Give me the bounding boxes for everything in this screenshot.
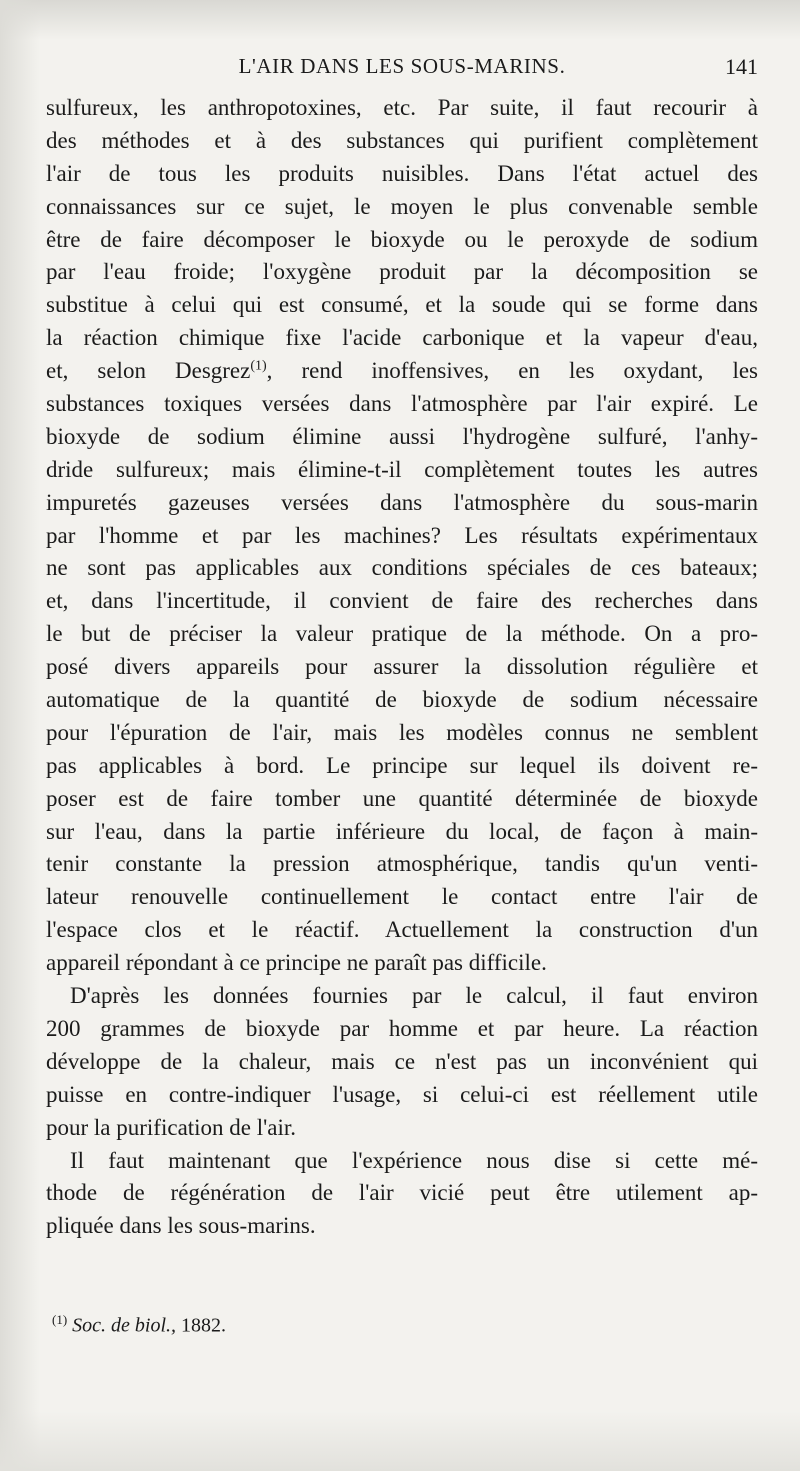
text-line: posé divers appareils pour assurer la dissolution régulière et [46,654,758,680]
text-line: dride sulfureux; mais élimine-t-il complètement toutes les autres [46,456,758,482]
text-line: sur l'eau, dans la partie inférieure du local, de façon à main- [46,818,758,844]
page-edge-shadow-top [0,0,800,40]
text-line: pas applicables à bord. Le principe sur lequel ils doivent re- [46,752,758,778]
text-line: par l'homme et par les machines? Les résultats expérimentaux [46,522,758,548]
text-line: impuretés gazeuses versées dans l'atmosphère du sous-marin [46,489,758,515]
text-line: ne sont pas applicables aux conditions spéciales de ces bateaux; [46,555,758,581]
text-line: la réaction chimique fixe l'acide carbonique et la vapeur d'eau, [46,325,758,351]
footnote-reference[interactable]: (1) [250,358,267,374]
running-title: L'AIR DANS LES SOUS-MARINS. [238,54,566,78]
text-line: sulfureux, les anthropotoxines, etc. Par suite, il faut recourir à [46,95,758,120]
text-line: pour la purification de l'air. [46,1114,297,1140]
footnote [52,1312,226,1338]
page-edge-shadow-bottom [0,1411,800,1471]
text-line: poser est de faire tomber une quantité déterminée de bioxyde [46,785,758,811]
footnote-year: 1882. [181,1314,227,1337]
text-line: substitue à celui qui est consumé, et la soude qui se forme dans [46,292,758,318]
text-line-with-footnote-ref [46,355,758,388]
text-segment: , rend inoffensives, en les oxydant, les [266,358,758,384]
text-line: le but de préciser la valeur pratique de la méthode. On a pro- [46,621,758,647]
text-line: automatique de la quantité de bioxyde de sodium nécessaire [46,687,758,713]
text-line-paragraph-start: Il faut maintenant que l'expérience nous dise si cette mé- [70,1147,758,1173]
text-line-paragraph-start: D'après les données fournies par le calcul, il faut environ [70,983,758,1009]
text-line: être de faire décomposer le bioxyde ou le peroxyde de sodium [46,226,758,252]
body-text [46,92,758,1243]
text-line: des méthodes et à des substances qui purifient complètement [46,127,758,153]
text-line: substances toxiques versées dans l'atmosphère par l'air expiré. Le [46,391,758,417]
text-line: l'espace clos et le réactif. Actuellement la construction d'un [46,917,758,943]
page-edge-shadow-left [0,0,40,1471]
text-line: et, dans l'incertitude, il convient de faire des recherches dans [46,588,758,614]
footnote-mark: (1) [52,1312,68,1327]
text-line: connaissances sur ce sujet, le moyen le plus convenable semble [46,193,758,219]
text-line: pliquée dans les sous-marins. [46,1213,316,1239]
text-line: l'air de tous les produits nuisibles. Dans l'état actuel des [46,160,758,186]
text-line: appareil répondant à ce principe ne paraît pas difficile. [46,950,547,976]
text-line: bioxyde de sodium élimine aussi l'hydrogène sulfuré, l'anhy- [46,423,758,449]
text-line: thode de régénération de l'air vicié peut être utilement ap- [46,1180,758,1206]
text-line: par l'eau froide; l'oxygène produit par la décomposition se [46,259,758,285]
text-segment: et, selon Desgrez [46,358,251,384]
running-head [46,54,758,90]
page-number: 141 [725,54,758,79]
footnote-source: Soc. de biol., [72,1314,177,1337]
text-line: pour l'épuration de l'air, mais les modèles connus ne semblent [46,719,758,745]
text-line: puisse en contre-indiquer l'usage, si celui-ci est réellement utile [46,1081,758,1107]
text-line: tenir constante la pression atmosphérique, tandis qu'un venti- [46,851,758,877]
text-line: développe de la chaleur, mais ce n'est pas un inconvénient qui [46,1048,758,1074]
text-line: lateur renouvelle continuellement le contact entre l'air de [46,884,758,910]
text-line: 200 grammes de bioxyde par homme et par heure. La réaction [46,1015,758,1041]
